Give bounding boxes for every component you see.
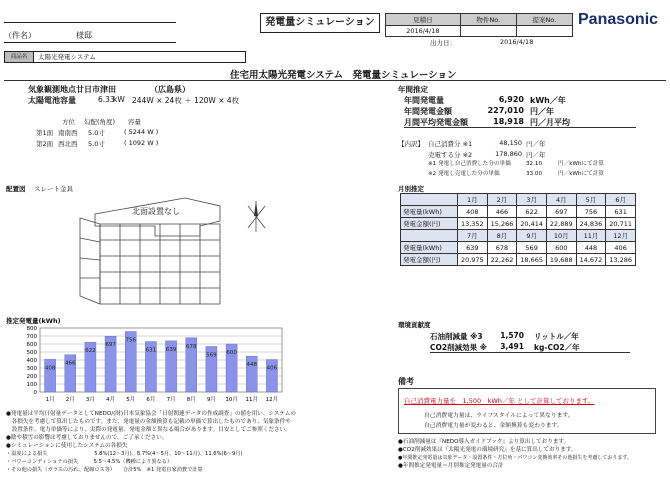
meta-table xyxy=(385,13,573,37)
bottom-note-4: ●年間推定発電量＝月別推定発電量の合計 xyxy=(398,463,504,469)
left-note-5: ●シミュレーションに使用したシステムの各損失 xyxy=(6,443,128,449)
yen-6: 20,711 xyxy=(606,218,636,230)
kwh-3: 622 xyxy=(517,206,547,218)
left-note-7: ・パワーコンディショナの損失 5.5～4.5%（機種により異なる） xyxy=(6,459,173,465)
plane2-capacity: ( 1092 W ) xyxy=(124,139,159,147)
x-tick-label: 12月 xyxy=(265,397,279,403)
annual-kwh-unit: kWh／年 xyxy=(530,96,566,105)
yen-4: 22,889 xyxy=(546,218,576,230)
breakdown-label: 【内訳】 xyxy=(398,140,424,148)
kwh-11: 448 xyxy=(576,242,606,254)
y-tick-label: 300 xyxy=(26,366,37,372)
kwh-5: 756 xyxy=(576,206,606,218)
site-region: （広島県） xyxy=(150,85,190,94)
bottom-note-3: ●年間推定発電量は気象データ・設置条件・方位角・パワコン変換効率その他損失を考慮しております。 xyxy=(398,455,632,461)
month-h11: 11月 xyxy=(576,230,606,242)
y-tick-label: 700 xyxy=(26,334,37,340)
meta-date: 2016/4/18 xyxy=(386,26,461,37)
month-h7: 7月 xyxy=(458,230,488,242)
meta-header-property: 物件No. xyxy=(460,14,516,26)
output-label: 出力日： xyxy=(430,39,456,47)
month-h2: 2月 xyxy=(487,194,517,206)
site-label: 気象観測地点廿日市津田 xyxy=(28,85,116,94)
annual-kwh-label: 年間発電量 xyxy=(404,96,444,105)
case-underline xyxy=(4,42,176,43)
title-rule xyxy=(4,80,666,81)
monthly-avg-unit: 円／月平均 xyxy=(530,118,570,127)
meta-proposal xyxy=(516,26,572,37)
note1-text: ※1 発電し自己消費した分の単価 xyxy=(428,161,511,167)
kwh-6: 631 xyxy=(606,206,636,218)
yen-3: 20,414 xyxy=(517,218,547,230)
main-title: 住宅用太陽光発電システム 発電量シミュレーション xyxy=(230,70,457,81)
plane-header-direction: 方位 xyxy=(62,118,75,126)
data-label-12: 406 xyxy=(266,365,278,372)
yen-8: 22,262 xyxy=(487,254,517,266)
bottom-note-2: ●CO2削減効果は『太陽光発電の環境研究』を基に算出しております。 xyxy=(398,447,577,453)
x-tick-label: 6月 xyxy=(146,397,156,403)
roof-layout-diagram xyxy=(60,186,300,314)
co2-value: 3,491 xyxy=(500,342,524,351)
kwh-4: 697 xyxy=(546,206,576,218)
sell-value: 178,860 xyxy=(495,150,522,158)
remarks-line-2: 自己消費電力量が変わると、金額換算も変わります。 xyxy=(424,423,563,429)
left-note-4: ●陰や積雪の影響は考慮しておりませんので、ご了承ください。 xyxy=(6,435,168,441)
month-h4: 4月 xyxy=(546,194,576,206)
annual-rule xyxy=(404,127,636,128)
annual-kwh-value: 6,920 xyxy=(498,95,524,104)
yen-row-label-2: 発電金額(円) xyxy=(401,254,458,266)
y-tick-label: 500 xyxy=(26,350,37,356)
case-label: （件名） xyxy=(4,31,36,40)
x-tick-label: 2月 xyxy=(65,397,75,403)
bar-1 xyxy=(45,359,56,392)
x-tick-label: 4月 xyxy=(106,397,116,403)
kwh-9: 569 xyxy=(517,242,547,254)
plane1-name: 第1面 xyxy=(36,129,54,137)
note2-unit: 円／kWhにて計算 xyxy=(558,171,604,177)
month-header-blank xyxy=(401,194,458,206)
note1-unit: 円／kWhにて計算 xyxy=(558,161,604,167)
data-label-11: 448 xyxy=(246,362,257,369)
x-tick-label: 5月 xyxy=(126,397,136,403)
oil-label: 石油削減量 ※3 xyxy=(430,332,483,341)
x-tick-label: 9月 xyxy=(206,397,216,403)
capacity-value: 6.33 xyxy=(98,95,115,104)
kwh-row-label-2: 発電量(kWh) xyxy=(401,242,458,254)
data-label-5: 756 xyxy=(125,337,136,344)
plane1-capacity: ( 5244 W ) xyxy=(124,128,159,136)
plane1-direction: 南南西 xyxy=(58,129,78,137)
capacity-label: 太陽電池容量 xyxy=(28,96,76,105)
note1-value: 32.10 xyxy=(526,161,543,167)
left-note-2: 各損失を考慮して算出したものです。また、発電量の金額換算も記載の単価で算出したものであり、気象条件や xyxy=(6,419,291,425)
monthly-avg-value: 18,918 xyxy=(493,117,524,126)
yen-7: 20,975 xyxy=(458,254,488,266)
left-note-8: ・その他の損失（ガラスの汚れ、配線ロス等） 合計5% ※1 発電自家消費で計算 xyxy=(6,467,203,473)
remarks-line-1: 自己消費電力量は、ライフスタイルによって異なります。 xyxy=(424,413,574,419)
y-tick-label: 800 xyxy=(26,326,37,332)
meta-header-proposal: 提案No. xyxy=(516,14,572,26)
left-note-1: ●発電量は平均日射量データとしてNEDO/(財)日本気象協会「日射関連データの作成調査」の値を用い、システムの xyxy=(6,411,296,417)
plane-header-slope: 勾配(角度) xyxy=(84,118,116,126)
data-label-2: 466 xyxy=(65,360,76,367)
yen-12: 13,286 xyxy=(606,254,636,266)
yen-10: 19,688 xyxy=(546,254,576,266)
panasonic-logo: Panasonic xyxy=(578,11,659,28)
month-h10: 10月 xyxy=(546,230,576,242)
plane1-slope: 5.0寸 xyxy=(88,129,105,137)
month-header-blank-2 xyxy=(401,230,458,242)
month-h5: 5月 xyxy=(576,194,606,206)
kwh-8: 678 xyxy=(487,242,517,254)
kwh-12: 406 xyxy=(606,242,636,254)
case-name-line xyxy=(4,22,176,23)
yen-9: 18,665 xyxy=(517,254,547,266)
sell-label: 売電する分 ※2 xyxy=(428,151,473,159)
west-roof-outline xyxy=(80,218,100,304)
yen-1: 13,352 xyxy=(458,218,488,230)
data-label-8: 678 xyxy=(186,343,197,350)
month-h12: 12月 xyxy=(606,230,636,242)
yen-2: 15,266 xyxy=(487,218,517,230)
note2-value: 33.00 xyxy=(526,171,543,177)
co2-label: CO2削減効果 ※ xyxy=(430,343,488,352)
kwh-1: 408 xyxy=(458,206,488,218)
kwh-row-label-1: 発電量(kWh) xyxy=(401,206,458,218)
x-tick-label: 11月 xyxy=(245,397,258,403)
product-row xyxy=(4,51,246,63)
y-tick-label: 600 xyxy=(26,342,37,348)
output-date: 2016/4/18 xyxy=(500,38,534,46)
annual-yen-unit: 円／年 xyxy=(530,107,554,116)
monthly-title: 月別推定 xyxy=(398,185,424,193)
left-note-3: 設置条件、電力単価等により、実際の発電量、発電金額と異なる場合があります。目安としてご参照ください。 xyxy=(6,427,291,433)
chart-title: 推定発電量(kWh) xyxy=(6,317,61,325)
north-roof-outline xyxy=(95,198,220,236)
yen-11: 14,672 xyxy=(576,254,606,266)
remarks-highlight: 自己消費電力量を 1,500 kWh／年 として計算しております。 xyxy=(404,397,595,405)
yen-row-label-1: 発電金額(円) xyxy=(401,218,458,230)
meta-property xyxy=(460,26,516,37)
month-h3: 3月 xyxy=(517,194,547,206)
y-tick-label: 200 xyxy=(26,374,37,380)
meta-header-date: 見積日 xyxy=(386,14,461,26)
data-label-1: 408 xyxy=(44,365,56,372)
bottom-note-1: ●石油削減量は『NEDO導入ガイドブック』より算出しております。 xyxy=(398,439,570,445)
plane2-name: 第2面 xyxy=(36,140,54,148)
x-tick-label: 7月 xyxy=(166,397,176,403)
compass-icon xyxy=(248,201,265,232)
y-tick-label: 400 xyxy=(26,358,37,364)
env-title: 環境貢献度 xyxy=(398,321,431,329)
data-label-7: 639 xyxy=(165,346,177,353)
y-tick-label: 100 xyxy=(26,382,37,388)
x-tick-label: 8月 xyxy=(186,397,196,403)
remarks-title: 備考 xyxy=(398,377,414,386)
annual-yen-label: 年間発電金額 xyxy=(404,107,452,116)
oil-unit: リットル／年 xyxy=(534,332,579,341)
product-label: 商品名 xyxy=(5,52,34,62)
doc-title-box: 発電量シミュレーション xyxy=(260,13,380,33)
data-label-10: 600 xyxy=(226,350,237,356)
plane2-slope: 5.0寸 xyxy=(88,140,105,148)
monthly-generation-chart xyxy=(10,324,290,404)
month-h1: 1月 xyxy=(458,194,488,206)
x-tick-label: 1月 xyxy=(45,397,55,403)
self-use-label: 自己消費分 ※1 xyxy=(428,140,473,148)
data-label-9: 569 xyxy=(206,352,217,359)
roof-type: スレート金具 xyxy=(34,185,73,193)
monthly-table xyxy=(400,193,636,266)
north-no-install-label: 北面設置なし xyxy=(132,207,180,216)
x-tick-label: 3月 xyxy=(85,397,95,403)
plane-header-capacity: 容量 xyxy=(128,118,141,126)
kwh-7: 639 xyxy=(458,242,488,254)
product-name: 太陽光発電システム xyxy=(38,53,96,61)
monthly-avg-label: 月間平均発電金額 xyxy=(404,118,468,127)
bar-12 xyxy=(266,360,277,392)
left-note-6: ・温度による損失 5.8%(12～3月)、8.7%(4～5月、10～11月)、11.6%(6～9月) xyxy=(6,451,243,457)
sell-unit: 円／年 xyxy=(526,151,546,159)
env-rule xyxy=(430,352,630,353)
data-label-4: 697 xyxy=(105,342,116,349)
annual-yen-value: 227,010 xyxy=(487,106,524,115)
x-tick-label: 10月 xyxy=(225,397,238,403)
oil-value: 1,570 xyxy=(500,331,524,340)
data-label-6: 631 xyxy=(145,347,157,354)
capacity-config: 244W × 24枚 ＋ 120W × 4枚 xyxy=(132,96,240,105)
month-h9: 9月 xyxy=(517,230,547,242)
y-tick-label: 0 xyxy=(33,390,37,396)
capacity-unit: kW xyxy=(113,95,125,104)
note2-text: ※2 発電し売電した分の単価 xyxy=(428,171,500,177)
annual-title: 年間推定 xyxy=(398,85,428,94)
yen-5: 24,836 xyxy=(576,218,606,230)
month-h6: 6月 xyxy=(606,194,636,206)
kwh-10: 600 xyxy=(546,242,576,254)
layout-title: 配置図 xyxy=(6,185,26,193)
self-use-value: 48,150 xyxy=(499,139,522,147)
data-label-3: 622 xyxy=(85,348,96,355)
co2-unit: kg-CO2／年 xyxy=(534,343,580,352)
kwh-2: 466 xyxy=(487,206,517,218)
month-h8: 8月 xyxy=(487,230,517,242)
self-use-unit: 円／年 xyxy=(526,140,546,148)
case-name: 様邸 xyxy=(76,31,92,40)
plane2-direction: 西北西 xyxy=(58,140,78,148)
